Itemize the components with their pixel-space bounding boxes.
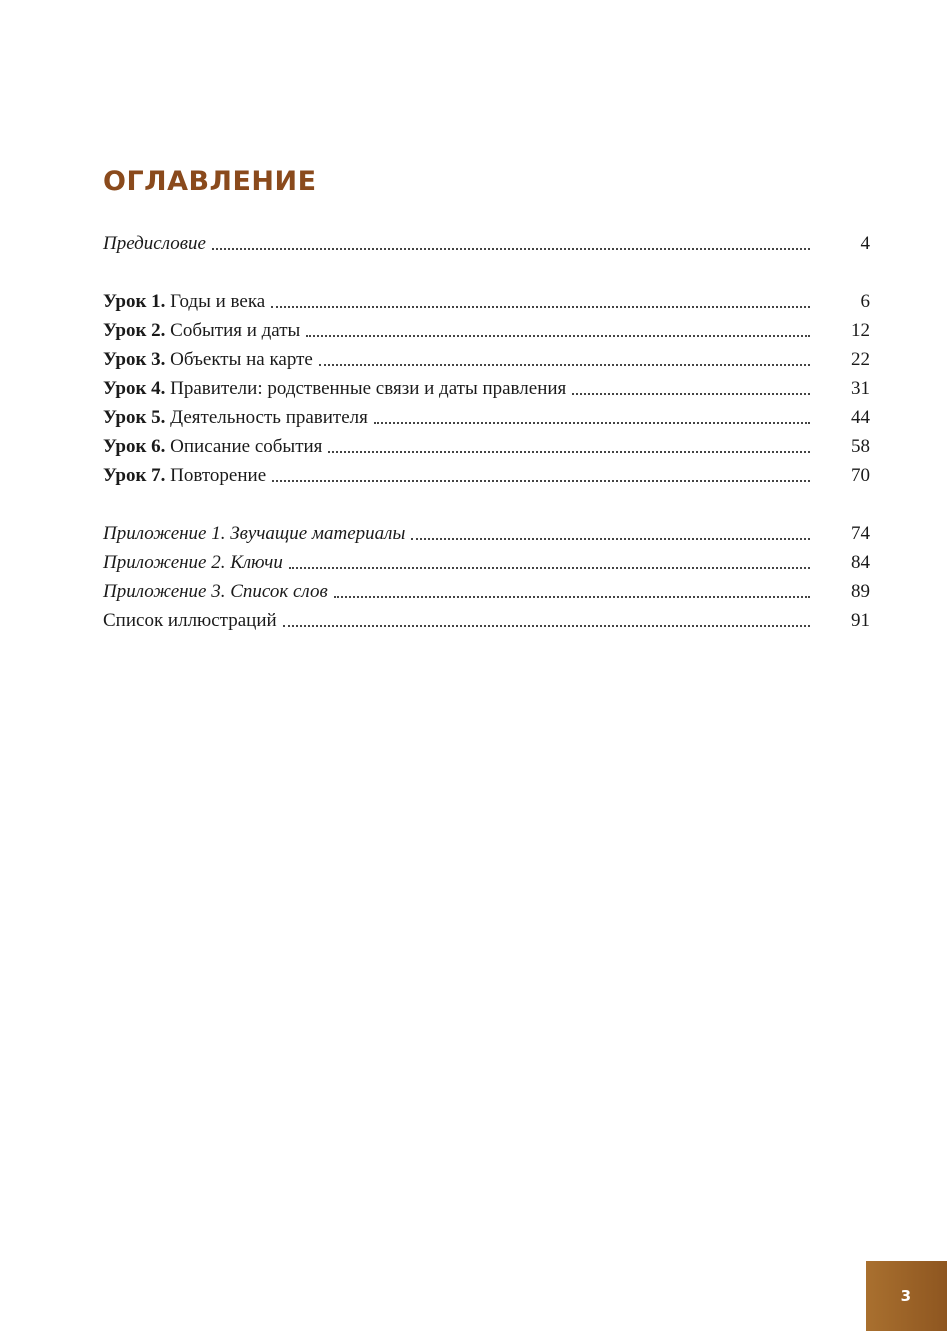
table-of-contents [103,229,870,635]
dot-leader [212,248,810,250]
toc-item-lesson-3[interactable] [103,345,870,374]
lesson-number: Урок 6. [103,436,166,457]
toc-group-appendices [103,519,870,635]
toc-group-preface [103,229,870,258]
dot-leader [289,567,810,569]
toc-item-lesson-7[interactable] [103,461,870,490]
toc-item-page: 91 [851,610,870,631]
toc-item-label: Приложение 1. Звучащие материалы [103,523,406,544]
toc-item-lesson-6[interactable] [103,432,870,461]
toc-item-appendix-1[interactable] [103,519,870,548]
toc-group-lessons [103,287,870,490]
toc-item-appendix-3[interactable] [103,577,870,606]
page-number: 3 [900,1287,911,1305]
toc-item-label: Предисловие [103,233,206,254]
toc-item-preface[interactable] [103,229,870,258]
lesson-number: Урок 5. [103,407,166,428]
dot-leader [411,538,810,540]
dot-leader [334,596,810,598]
toc-item-label: Описание события [170,436,323,457]
toc-item-label: Годы и века [170,291,266,312]
lesson-number: Урок 3. [103,349,166,370]
toc-item-page: 44 [851,407,870,428]
dot-leader [283,625,810,627]
toc-item-page: 22 [851,349,870,370]
dot-leader [319,364,810,366]
toc-item-entry [103,461,266,490]
toc-item-label: Деятельность правителя [170,407,368,428]
toc-item-entry [103,345,313,374]
dot-leader [272,480,810,482]
toc-item-entry [103,374,566,403]
toc-item-illustrations[interactable] [103,606,870,635]
toc-item-page: 84 [851,552,870,573]
toc-item-page: 31 [851,378,870,399]
dot-leader [572,393,810,395]
toc-item-label: Повторение [170,465,267,486]
toc-item-page: 70 [851,465,870,486]
dot-leader [306,335,810,337]
dot-leader [271,306,810,308]
page-number-tab [866,1261,947,1331]
toc-item-lesson-2[interactable] [103,316,870,345]
toc-item-label: Объекты на карте [170,349,313,370]
dot-leader [374,422,810,424]
toc-item-lesson-5[interactable] [103,403,870,432]
toc-item-label: Приложение 2. Ключи [103,552,283,573]
toc-item-lesson-1[interactable] [103,287,870,316]
toc-item-entry [103,287,265,316]
lesson-number: Урок 2. [103,320,166,341]
toc-item-lesson-4[interactable] [103,374,870,403]
toc-item-page: 6 [860,291,870,312]
toc-item-label: События и даты [170,320,301,341]
toc-item-page: 89 [851,581,870,602]
toc-item-entry [103,403,368,432]
page-title: ОГЛАВЛЕНИЕ [103,166,317,197]
dot-leader [328,451,810,453]
toc-item-page: 4 [860,233,870,254]
lesson-number: Урок 7. [103,465,166,486]
toc-item-entry [103,432,322,461]
toc-item-label: Приложение 3. Список слов [103,581,328,602]
toc-item-page: 58 [851,436,870,457]
lesson-number: Урок 1. [103,291,166,312]
toc-item-entry [103,316,300,345]
toc-item-page: 12 [851,320,870,341]
toc-item-label: Список иллюстраций [103,610,277,631]
toc-item-page: 74 [851,523,870,544]
toc-item-appendix-2[interactable] [103,548,870,577]
toc-item-label: Правители: родственные связи и даты правления [170,378,567,399]
lesson-number: Урок 4. [103,378,166,399]
